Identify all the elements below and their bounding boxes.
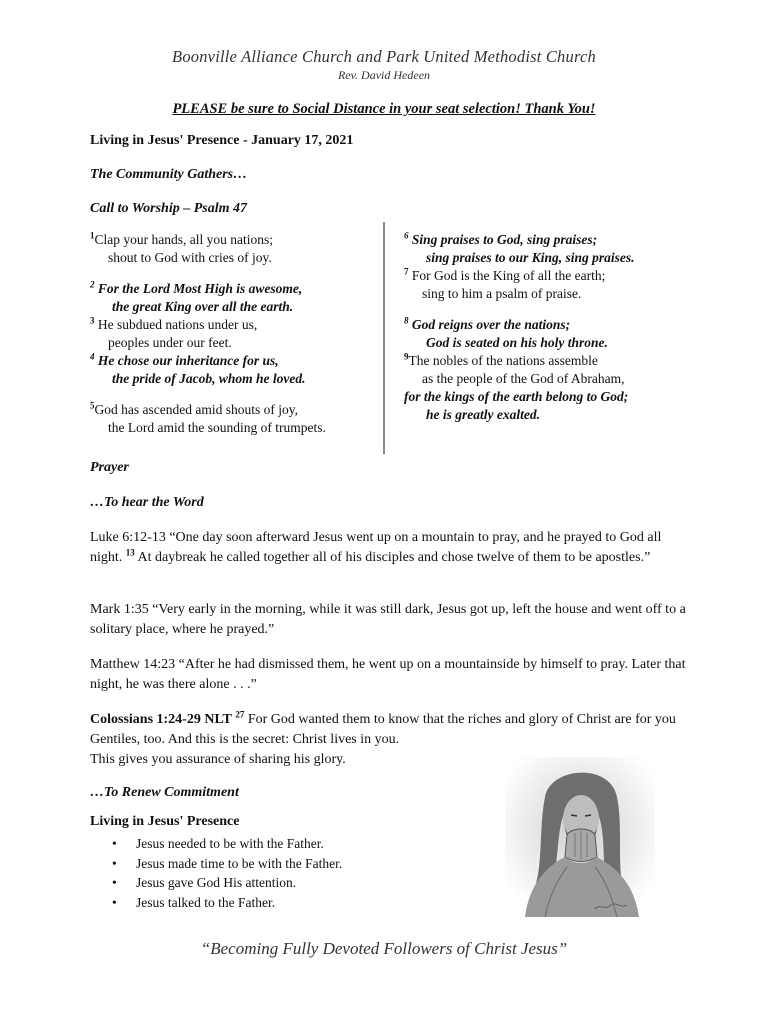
list-item: • Jesus made time to be with the Father. [112, 855, 343, 871]
matthew-passage: Matthew 14:23 “After he had dismissed them, he went up on a mountainside by himself to pray. Later that night, he was there alone . . .” [90, 657, 686, 692]
psalm-verse-7: $^7$ For God is the King of all the earth; sing to him a psalm of praise. [404, 266, 606, 301]
mark-passage: Mark 1:35 “Very early in the morning, while it was still dark, Jesus got up, left the house and went off to a solitary place, where he prayed.” [90, 602, 686, 637]
psalm-verse-2: $^2$ For the Lord Most High is awesome, the great King over all the earth. [90, 279, 303, 314]
call-to-worship-heading: Call to Worship – Psalm 47 [90, 201, 248, 216]
hear-word-heading: …To hear the Word [90, 495, 204, 510]
presence-heading: Living in Jesus' Presence [90, 814, 240, 829]
column-divider [383, 222, 385, 454]
list-item: • Jesus needed to be with the Father. [112, 836, 324, 851]
prayer-heading: Prayer [90, 460, 129, 475]
psalm-verse-8: $^8$ God reigns over the nations; God is seated on his holy throne. [404, 315, 608, 350]
psalm-verse-3: $^3$ He subdued nations under us, peoples under our feet. [90, 315, 258, 350]
pastor-name: Rev. David Hedeen [337, 68, 431, 82]
community-heading: The Community Gathers… [90, 167, 248, 182]
psalm-verse-1: $^1$Clap your hands, all you nations; shout to God with cries of joy. [90, 230, 273, 265]
luke-passage: Luke 6:12-13 “One day soon afterward Jesus went up on a mountain to pray, and he prayed to God all night. $^{13}$ At daybreak he called together all of his disciples and chose twelve of them to be apostles.” [90, 530, 662, 565]
psalm-verse-5: $^5$God has ascended amid shouts of joy, the Lord amid the sounding of trumpets. [90, 400, 326, 435]
praying-jesus-illustration [505, 757, 655, 917]
distance-notice: PLEASE be sure to Social Distance in your seat selection! Thank You! [172, 101, 596, 117]
renew-commitment-heading: …To Renew Commitment [90, 785, 239, 800]
psalm-verse-4: $^4$ He chose our inheritance for us, the pride of Jacob, whom he loved. [90, 351, 306, 386]
psalm-left-column [90, 231, 380, 437]
psalm-verse-9: $^9$The nobles of the nations assemble as the people of the God of Abraham, for the kings of the earth belong to God; he is greatly exalted. [404, 351, 629, 422]
colossians-passage: Colossians 1:24-29 NLT $^{27}$ For God wanted them to know that the riches and glory of Christ are for you Gentiles, too. And this is the secret: Christ lives in you. This gives you assurance of sharing his glory. [90, 709, 676, 767]
psalm-verse-6: $^6$ Sing praises to God, sing praises; sing praises to our King, sing praises. [404, 230, 635, 265]
list-item: • Jesus gave God His attention. [112, 875, 297, 890]
service-title: Living in Jesus' Presence - January 17, 2021 [90, 133, 354, 148]
commitment-list [112, 834, 492, 912]
list-item: • Jesus talked to the Father. [112, 894, 276, 910]
church-title: Boonville Alliance Church and Park United Methodist Church [172, 47, 596, 66]
praying-jesus-icon [505, 757, 655, 917]
footer-motto: “Becoming Fully Devoted Followers of Christ Jesus” [200, 939, 568, 958]
psalm-right-column [404, 231, 704, 424]
